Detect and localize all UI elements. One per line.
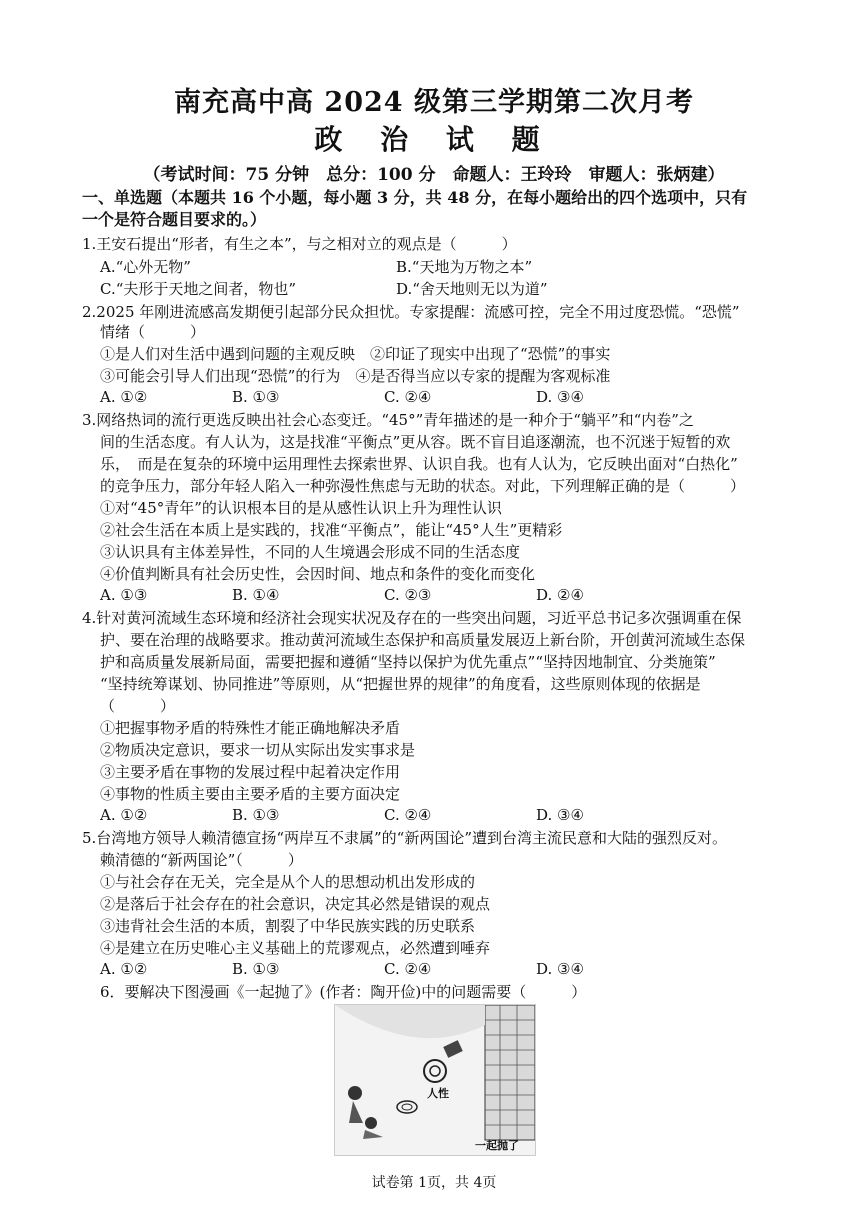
q1-option-a: A.“心外无物” (100, 258, 191, 276)
q3-stem-cont: 的竞争压力，部分年轻人陷入一种弥漫性焦虑与无助的状态。对此，下列理解正确的是（ ） (100, 477, 746, 495)
q3-statement-4: ④价值判断具有社会历史性，会因时间、地点和条件的变化而变化 (100, 565, 536, 583)
q5-statement-3: ③违背社会生活的本质，割裂了中华民族实践的历史联系 (100, 917, 476, 935)
q4-statement-3: ③主要矛盾在事物的发展过程中起着决定作用 (100, 763, 401, 781)
q4-option-d: D. ③④ (536, 806, 584, 824)
q4-statement-1: ①把握事物矛盾的特殊性才能正确地解决矛盾 (100, 719, 401, 737)
q2-option-d: D. ③④ (536, 388, 584, 406)
section-heading-cont: 一个是符合题目要求的。） (82, 210, 267, 229)
q4-statement-4: ④事物的性质主要由主要矛盾的主要方面决定 (100, 785, 401, 803)
q1-option-c: C.“夫形于天地之间者，物也” (100, 280, 297, 298)
q2-option-b: B. ①③ (232, 388, 280, 406)
q3-statement-1: ①对“45°青年”的认识根本目的是从感性认识上升为理性认识 (100, 499, 502, 517)
q4-stem-cont: “坚持统筹谋划、协同推进”等原则，从“把握世界的规律”的角度看，这些原则体现的依据是 (100, 675, 701, 693)
q3-stem: 3.网络热词的流行更选反映出社会心态变迁。“45°”青年描述的是一种介于“躺平”和“内卷”之 (82, 411, 694, 429)
page-footer: 试卷第 1页，共 4页 (371, 1175, 497, 1191)
q3-stem-cont: 乐， 而是在复杂的环境中运用理性去探索世界、认识自我。也有人认为，它反映出面对“白热化” (100, 455, 738, 473)
q2-stem: 2.2025 年刚进流感高发期便引起部分民众担忧。专家提醒：流感可控，完全不用过度恐慌。“恐慌” (82, 303, 740, 321)
q5-stem-cont: 赖清德的“新两国论”（ ） (100, 851, 303, 869)
q5-statement-1: ①与社会存在无关，完全是从个人的思想动机出发形成的 (100, 873, 476, 891)
section-heading: 一、单选题（本题共 16 个小题，每小题 3 分，共 48 分，在每小题给出的四个选项中，只有 (82, 188, 748, 207)
cartoon-caption: 一起抛了 (475, 1139, 519, 1152)
q1-stem: 1.王安石提出“形者，有生之本”，与之相对立的观点是（ ） (82, 235, 517, 253)
q2-statements-1: ①是人们对生活中遇到问题的主观反映 ②印证了现实中出现了“恐慌”的事实 (100, 345, 611, 363)
q3-option-d: D. ②④ (536, 586, 584, 604)
q3-option-a: A. ①③ (100, 586, 148, 604)
q3-option-c: C. ②③ (384, 586, 432, 604)
q3-stem-cont: 间的生活态度。有人认为，这是找准“平衡点”更从容。既不盲目追逐潮流，也不沉迷于短暂的欢 (100, 433, 731, 451)
q1-option-b: B.“天地为万物之本” (396, 258, 533, 276)
q3-option-b: B. ①④ (232, 586, 280, 604)
q2-option-a: A. ①② (100, 388, 148, 406)
exam-subject: 政 治 试 题 (314, 123, 554, 156)
cartoon-label: 人性 (427, 1087, 449, 1100)
q1-option-d: D.“舍天地则无以为道” (396, 280, 548, 298)
q5-option-d: D. ③④ (536, 960, 584, 978)
q4-stem-cont: 护、要在治理的战略要求。推动黄河流域生态保护和高质量发展迈上新台阶，开创黄河流域生态保 (100, 631, 746, 649)
q2-stem-cont: 情绪（ ） (100, 323, 206, 341)
exam-meta: （考试时间：75 分钟 总分：100 分 命题人：王玲玲 审题人：张炳建） (143, 165, 725, 185)
q4-stem-cont: （ ） (100, 697, 176, 715)
q2-option-c: C. ②④ (384, 388, 432, 406)
q4-stem: 4.针对黄河流域生态环境和经济社会现实状况及存在的一些突出问题，习近平总书记多次强调重在保 (82, 609, 742, 627)
q3-statement-3: ③认识具有主体差异性，不同的人生境遇会形成不同的生活态度 (100, 543, 521, 561)
q4-option-c: C. ②④ (384, 806, 432, 824)
q6-stem: 6．要解决下图漫画《一起抛了》(作者：陶开俭)中的问题需要（ ） (100, 983, 587, 1001)
q3-statement-2: ②社会生活在本质上是实践的，找准“平衡点”，能让“45°人生”更精彩 (100, 521, 563, 539)
q5-option-c: C. ②④ (384, 960, 432, 978)
q4-option-b: B. ①③ (232, 806, 280, 824)
q5-option-b: B. ①③ (232, 960, 280, 978)
q2-statements-2: ③可能会引导人们出现“恐慌”的行为 ④是否得当应以专家的提醒为客观标准 (100, 367, 611, 385)
cartoon-image (334, 1004, 536, 1156)
q4-option-a: A. ①② (100, 806, 148, 824)
q5-statement-2: ②是落后于社会存在的社会意识，决定其必然是错误的观点 (100, 895, 491, 913)
q5-stem: 5.台湾地方领导人赖清德宣扬“两岸互不隶属”的“新两国论”遭到台湾主流民意和大陆的强烈反对。 (82, 829, 727, 847)
exam-title: 南充高中高 2024 级第三学期第二次月考 (174, 87, 694, 118)
cartoon-drawing (335, 1005, 535, 1155)
q5-statement-4: ④是建立在历史唯心主义基础上的荒谬观点，必然遭到唾弃 (100, 939, 491, 957)
q5-option-a: A. ①② (100, 960, 148, 978)
q4-statement-2: ②物质决定意识，要求一切从实际出发实事求是 (100, 741, 416, 759)
q4-stem-cont: 护和高质量发展新局面，需要把握和遵循“坚持以保护为优先重点”“坚持因地制宜、分类施策” (100, 653, 716, 671)
